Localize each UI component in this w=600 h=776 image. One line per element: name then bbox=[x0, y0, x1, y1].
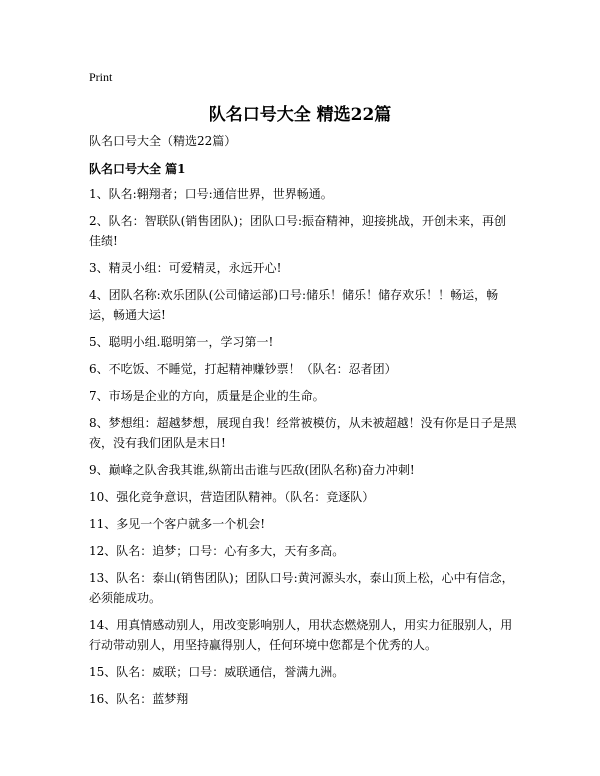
slogan-item: 11、多见一个客户就多一个机会! bbox=[89, 517, 266, 531]
slogan-item: 1、队名:翱翔者；口号:通信世界，世界畅通。 bbox=[89, 187, 333, 201]
slogan-item: 14、用真情感动别人，用改变影响别人，用状态燃烧别人，用实力征服别人，用行动带动别人，用坚持赢得别人，任何环境中您都是个优秀的人。 bbox=[89, 618, 513, 652]
slogan-item: 4、团队名称:欢乐团队(公司储运部)口号:储乐！储乐！储存欢乐！！畅运，畅运，畅通大运! bbox=[89, 288, 499, 322]
slogan-item: 8、梦想组：超越梦想，展现自我！经常被模仿，从未被超越！没有你是日子是黑夜，没有我们团队是末日! bbox=[89, 416, 517, 450]
slogan-item: 7、市场是企业的方向，质量是企业的生命。 bbox=[89, 389, 325, 403]
slogan-item: 5、聪明小组.聪明第一，学习第一! bbox=[89, 335, 274, 349]
slogan-item: 10、强化竞争意识，营造团队精神。（队名：竞逐队） bbox=[89, 490, 375, 504]
slogan-item: 15、队名：威联；口号：威联通信，誉满九洲。 bbox=[89, 665, 345, 679]
section-heading: 队名口号大全 篇1 bbox=[89, 162, 186, 176]
slogan-item: 3、精灵小组：可爱精灵，永远开心! bbox=[89, 261, 282, 275]
slogan-item: 13、队名：泰山(销售团队)；团队口号:黄河源头水，泰山顶上松，心中有信念，必须能成功。 bbox=[89, 571, 514, 605]
print-label: Print bbox=[89, 70, 113, 84]
slogan-item: 6、不吃饭、不睡觉，打起精神赚钞票！（队名：忍者团） bbox=[89, 362, 397, 376]
slogan-item: 2、队名：智联队(销售团队)；团队口号:振奋精神，迎接挑战，开创未来，再创佳绩! bbox=[89, 214, 507, 248]
slogan-item: 9、巅峰之队舍我其谁,纵箭出击谁与匹敌(团队名称)奋力冲刺! bbox=[89, 463, 415, 477]
document-subtitle: 队名口号大全（精选22篇） bbox=[89, 134, 237, 148]
document-title: 队名口号大全 精选22篇 bbox=[208, 105, 392, 125]
slogan-list bbox=[89, 184, 517, 716]
slogan-item: 12、队名：追梦；口号：心有多大，天有多高。 bbox=[89, 544, 345, 558]
slogan-item: 16、队名：蓝梦翔 bbox=[89, 692, 189, 706]
